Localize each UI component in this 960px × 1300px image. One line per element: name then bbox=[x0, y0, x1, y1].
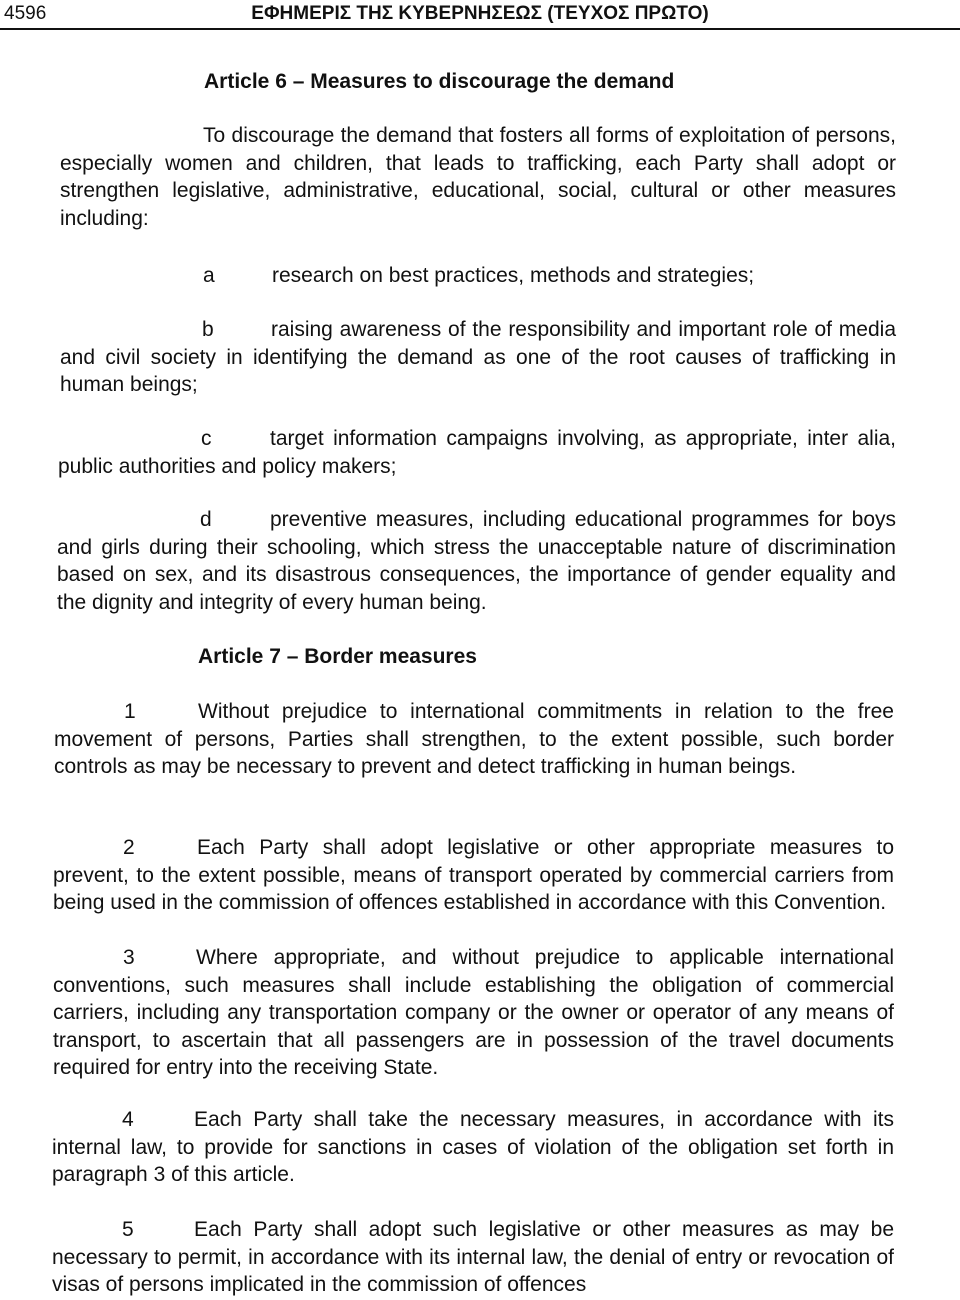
article-6-item-b bbox=[60, 316, 896, 399]
running-head: ΕΦΗΜΕΡΙΣ ΤΗΣ ΚΥΒΕΡΝΗΣΕΩΣ (ΤΕΥΧΟΣ ΠΡΩΤΟ) bbox=[251, 3, 709, 24]
paragraph-number: 1 bbox=[124, 700, 136, 723]
paragraph-text: Without prejudice to international commitments in relation to the free movement of persons, Parties shall strengthen, to the extent possible, such border controls as may be necessary to prevent and detect trafficking in human beings. bbox=[54, 700, 894, 778]
article-6-heading: Article 6 – Measures to discourage the demand bbox=[204, 70, 675, 93]
article-7-paragraph-3 bbox=[53, 944, 894, 1082]
paragraph-number: 2 bbox=[123, 836, 135, 859]
paragraph-number: 3 bbox=[123, 946, 135, 969]
item-text: target information campaigns involving, as appropriate, inter alia, public authorities and policy makers; bbox=[58, 427, 896, 478]
paragraph-number: 4 bbox=[122, 1108, 134, 1131]
item-marker: d bbox=[200, 508, 212, 531]
paragraph-number: 5 bbox=[122, 1218, 134, 1241]
page-header bbox=[0, 0, 960, 30]
article-7-paragraph-2 bbox=[53, 834, 894, 917]
article-6-item-a bbox=[60, 262, 896, 290]
item-text: research on best practices, methods and strategies; bbox=[272, 264, 755, 287]
article-7-paragraph-4 bbox=[52, 1106, 894, 1189]
article-7-paragraph-1 bbox=[54, 698, 894, 781]
page-number: 4596 bbox=[4, 3, 47, 24]
article-6-item-d bbox=[57, 506, 896, 616]
paragraph-text: Each Party shall adopt legislative or other appropriate measures to prevent, to the extent possible, means of transport operated by commercial carriers from being used in the commission of offences established in accordance with this Convention. bbox=[53, 836, 894, 914]
article-7-heading: Article 7 – Border measures bbox=[198, 645, 477, 668]
item-marker: c bbox=[201, 427, 212, 450]
item-marker: a bbox=[203, 264, 215, 287]
item-marker: b bbox=[202, 318, 214, 341]
paragraph-text: Where appropriate, and without prejudice to applicable international conventions, such measures shall include establishing the obligation of commercial carriers, including any transportation company or the owner or operator of any means of transport, to ascertain that all passengers are in possession of the travel documents required for entry into the receiving State. bbox=[53, 946, 894, 1079]
article-6-item-c bbox=[58, 425, 896, 480]
item-text: preventive measures, including educational programmes for boys and girls during their schooling, which stress the unacceptable nature of discrimination based on sex, and its disastrous consequences, the importance of gender equality and the dignity and integrity of every human being. bbox=[57, 508, 896, 614]
article-7-paragraph-5 bbox=[52, 1216, 894, 1299]
paragraph-text: Each Party shall adopt such legislative or other measures as may be necessary to permit, in accordance with its internal law, the denial of entry or revocation of visas of persons implicated in the commission of offences bbox=[52, 1218, 894, 1296]
item-text: raising awareness of the responsibility and important role of media and civil society in identifying the demand as one of the root causes of trafficking in human beings; bbox=[60, 318, 896, 396]
paragraph-text: Each Party shall take the necessary measures, in accordance with its internal law, to provide for sanctions in cases of violation of the obligation set forth in paragraph 3 of this article. bbox=[52, 1108, 894, 1186]
article-6-intro: To discourage the demand that fosters all forms of exploitation of persons, especially women and children, that leads to trafficking, each Party shall adopt or strengthen legislative, administrative, educational, social, cultural or other measures including: bbox=[60, 124, 896, 230]
